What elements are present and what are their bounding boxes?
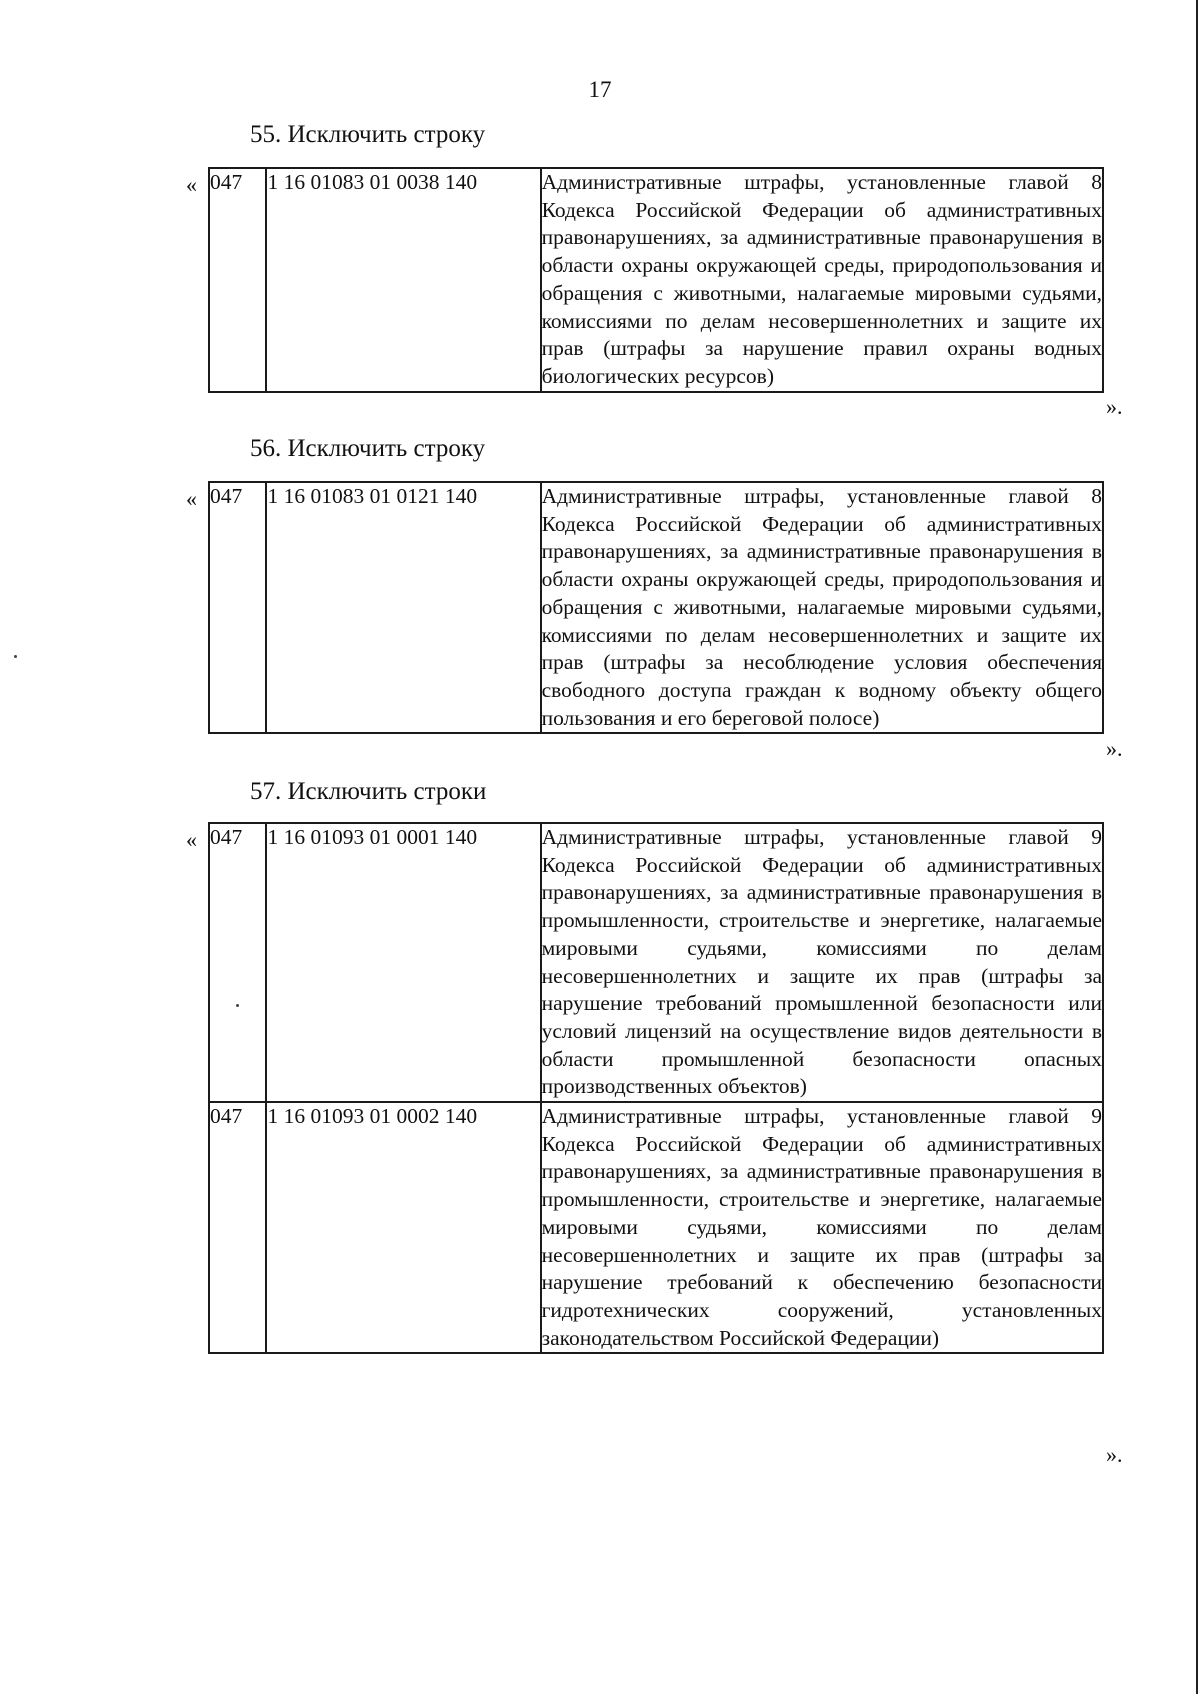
row-kbk: 1 16 01083 01 0121 140 — [266, 482, 540, 733]
section-55-heading: 55. Исключить строку — [250, 121, 486, 148]
row-code: 047 — [209, 1102, 266, 1353]
open-quote: « — [186, 486, 197, 511]
close-quote: ». — [1106, 1442, 1123, 1467]
section-55-table — [208, 167, 1104, 393]
row-description: Административные штрафы, установленные главой 8 Кодекса Российской Федерации об административных правонарушениях, за административные правонарушения в области охраны окружающей среды, природопользования и обращения с животными, налагаемые мировыми судьями, комиссиями по делам несовершеннолетних и защите их прав (штрафы за несоблюдение условия обеспечения свободного доступа граждан к водному объекту общего пользования и его береговой полосе) — [541, 484, 1102, 730]
row-description: Административные штрафы, установленные главой 8 Кодекса Российской Федерации об административных правонарушениях, за административные правонарушения в области охраны окружающей среды, природопользования и обращения с животными, налагаемые мировыми судьями, комиссиями по делам несовершеннолетних и защите их прав (штрафы за нарушение правил охраны водных биологических ресурсов) — [541, 170, 1102, 388]
table-row — [209, 168, 1103, 392]
scan-speck — [14, 655, 17, 658]
scan-edge-line — [1196, 0, 1198, 1694]
row-description: Административные штрафы, установленные главой 9 Кодекса Российской Федерации об административных правонарушениях, за административные правонарушения в промышленности, строительстве и энергетике, налагаемые мировыми судьями, комиссиями по делам несовершеннолетних и защите их прав (штрафы за нарушение требований к обеспечению безопасности гидротехнических сооружений, установленных законодательством Российской Федерации) — [541, 1104, 1102, 1350]
table-row — [209, 1102, 1103, 1353]
section-56-heading: 56. Исключить строку — [250, 435, 486, 462]
row-code: 047 — [209, 482, 266, 733]
row-kbk: 1 16 01083 01 0038 140 — [266, 168, 540, 392]
table-row — [209, 482, 1103, 733]
open-quote: « — [186, 827, 197, 852]
scan-speck — [236, 1004, 239, 1007]
section-56-table — [208, 481, 1104, 734]
open-quote: « — [186, 172, 197, 197]
table-row — [209, 823, 1103, 1102]
close-quote: ». — [1106, 394, 1123, 419]
row-code: 047 — [209, 168, 266, 392]
row-kbk: 1 16 01093 01 0002 140 — [266, 1102, 540, 1353]
section-57-table — [208, 822, 1104, 1354]
section-57-heading: 57. Исключить строки — [250, 778, 487, 805]
close-quote: ». — [1106, 736, 1123, 761]
page-number: 17 — [588, 77, 612, 102]
row-code: 047 — [209, 823, 266, 1102]
row-description: Административные штрафы, установленные главой 9 Кодекса Российской Федерации об административных правонарушениях, за административные правонарушения в промышленности, строительстве и энергетике, налагаемые мировыми судьями, комиссиями по делам несовершеннолетних и защите их прав (штрафы за нарушение требований промышленной безопасности или условий лицензий на осуществление видов деятельности в области промышленной безопасности опасных производственных объектов) — [541, 825, 1102, 1099]
row-kbk: 1 16 01093 01 0001 140 — [266, 823, 540, 1102]
